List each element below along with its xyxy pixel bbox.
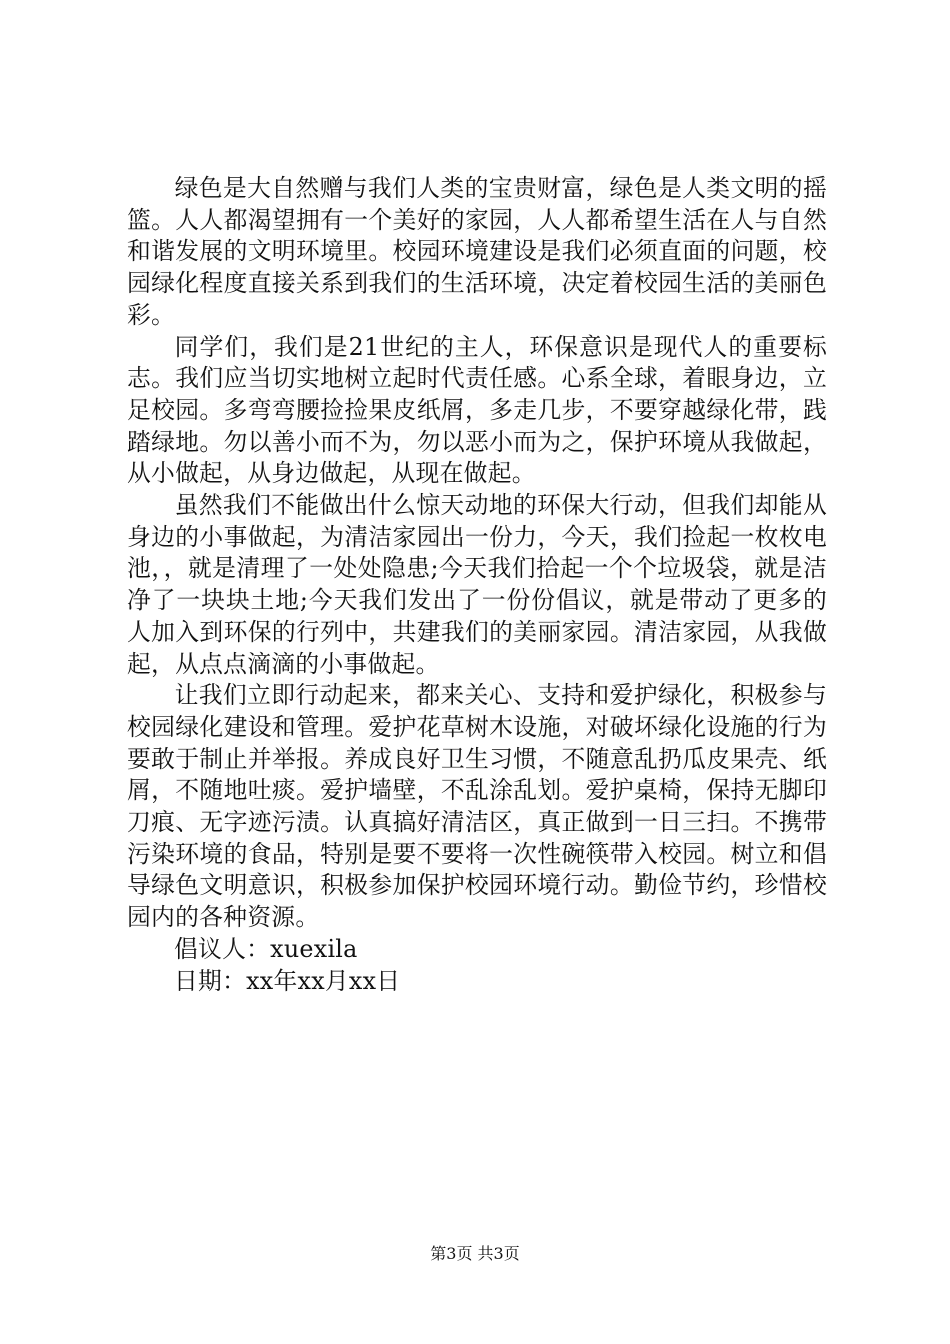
paragraph-2: 同学们，我们是21世纪的主人，环保意识是现代人的重要标志。我们应当切实地树立起时代责任感。心系全球，着眼身边，立足校园。多弯弯腰捡捡果皮纸屑，多走几步，不要穿越绿化带，践踏绿地。勿以善小而不为，勿以恶小而为之，保护环境从我做起，从小做起，从身边做起，从现在做起。 — [127, 332, 827, 488]
paragraph-1: 绿色是大自然赠与我们人类的宝贵财富，绿色是人类文明的摇篮。人人都渴望拥有一个美好的家园，人人都希望生活在人与自然和谐发展的文明环境里。校园环境建设是我们必须直面的问题，校园绿化程度直接关系到我们的生活环境，决定着校园生活的美丽色彩。 — [127, 174, 827, 329]
document-body — [127, 173, 827, 997]
date-line: 日期：xx年xx月xx日 — [174, 966, 401, 995]
proposer-line: 倡议人：xuexila — [174, 934, 358, 963]
paragraph-4: 让我们立即行动起来，都来关心、支持和爱护绿化，积极参与校园绿化建设和管理。爱护花草树木设施，对破坏绿化设施的行为要敢于制止并举报。养成良好卫生习惯，不随意乱扔瓜皮果壳、纸屑，不随地吐痰。爱护墙壁，不乱涂乱划。爱护桌椅，保持无脚印刀痕、无字迹污渍。认真搞好清洁区，真正做到一日三扫。不携带污染环境的食品，特别是要不要将一次性碗筷带入校园。树立和倡导绿色文明意识，积极参加保护校园环境行动。勤俭节约，珍惜校园内的各种资源。 — [127, 681, 827, 932]
page-footer: 第3页 共3页 — [430, 1244, 520, 1263]
paragraph-3: 虽然我们不能做出什么惊天动地的环保大行动，但我们却能从身边的小事做起，为清洁家园出一份力，今天，我们捡起一枚枚电池，，就是清理了一处处隐患;今天我们拾起一个个垃圾袋，就是洁净了一块块土地;今天我们发出了一份份倡议，就是带动了更多的人加入到环保的行列中，共建我们的美丽家园。清洁家园，从我做起，从点点滴滴的小事做起。 — [127, 491, 827, 678]
